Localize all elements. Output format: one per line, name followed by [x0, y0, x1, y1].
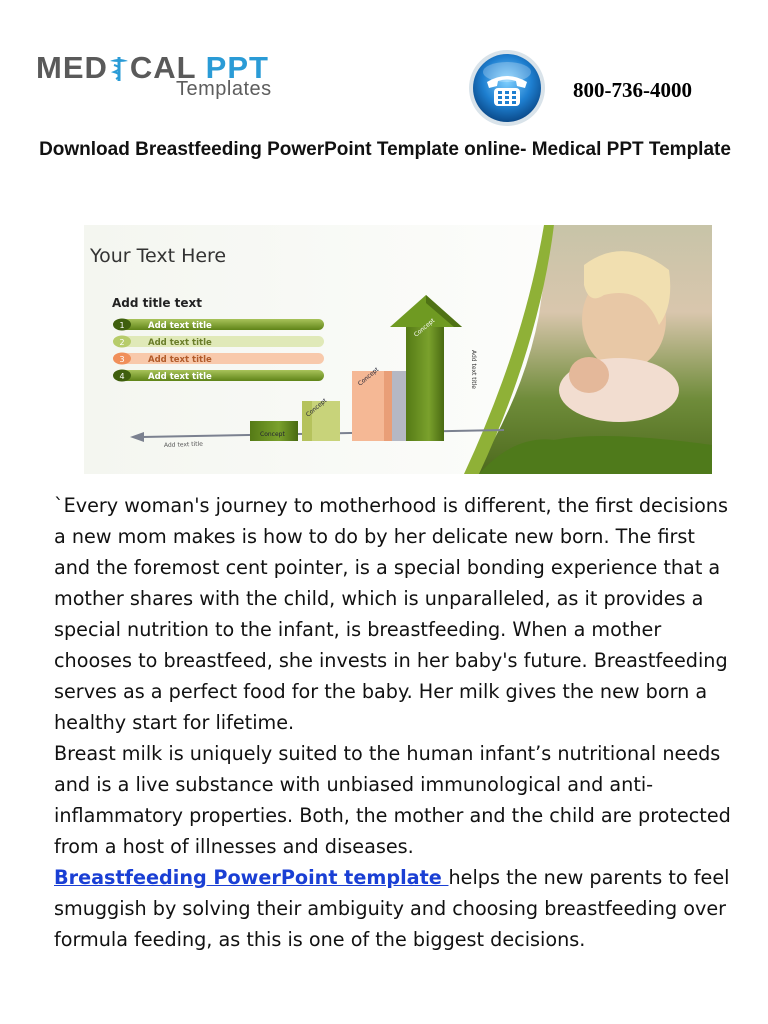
slide-list-number: 1 — [119, 321, 125, 330]
slide-list-number: 2 — [119, 338, 125, 347]
slide-preview-image — [84, 225, 712, 474]
slide-bar-label: Concept — [412, 317, 437, 339]
slide-list-number: 3 — [119, 355, 125, 364]
paragraph-template-text: helps the new parents to feel smuggish by solving their ambiguity and choosing breastfeeding over formula feeding, as this is one of the biggest decisions. — [54, 866, 730, 951]
slide-list-text: Add text title — [148, 321, 212, 331]
slide-list-item — [113, 353, 324, 366]
slide-list-item — [113, 370, 324, 383]
slide-side-label: Add text title — [470, 350, 477, 390]
logo-word-med: MED — [36, 50, 108, 85]
article-body — [54, 490, 734, 955]
slide-list-text: Add text title — [148, 338, 212, 348]
paragraph-template — [54, 862, 734, 955]
caduceus-icon — [108, 55, 130, 81]
slide-bar-label: Concept — [304, 397, 329, 419]
logo-word-cal: CAL — [129, 50, 197, 85]
slide-list-text: Add text title — [148, 355, 212, 365]
template-link[interactable]: Breastfeeding PowerPoint template — [54, 866, 449, 889]
slide-bar-label: Concept — [260, 431, 285, 438]
slide-list-text: Add text title — [148, 372, 212, 382]
slide-subheading: Add title text — [112, 296, 203, 310]
slide-heading: Your Text Here — [90, 245, 227, 267]
slide-arrow-label: Add text title — [163, 440, 204, 449]
phone-number[interactable]: 800-736-4000 — [573, 78, 692, 102]
paragraph-breast-milk: Breast milk is uniquely suited to the human infant’s nutritional needs and is a live substance with unbiased immunological and anti-inflammatory properties. Both, the mother and the child are protected from a host of illnesses and diseases. — [54, 742, 731, 858]
logo[interactable] — [36, 50, 336, 100]
logo-word-ppt: PPT — [205, 50, 269, 85]
phone-icon — [467, 48, 547, 128]
slide-bar — [250, 421, 298, 441]
slide-list-item — [113, 319, 324, 332]
slide-list-number: 4 — [119, 372, 125, 381]
page-title: Download Breastfeeding PowerPoint Template online- Medical PPT Template — [39, 139, 731, 160]
slide-bar — [302, 397, 340, 441]
paragraph-intro: `Every woman's journey to motherhood is different, the first decisions a new mom makes is how to do by her delicate new born. The first and the foremost cent pointer, is a special bonding experience that a mother shares with the child, which is unparalleled, as it provides a special nutrition to the infant, is breastfeeding. When a mother chooses to breastfeed, she invests in her baby's future. Breastfeeding serves as a perfect food for the baby. Her milk gives the new born a healthy start for lifetime. — [54, 494, 728, 734]
slide-list-item — [113, 336, 324, 349]
slide-bar-label: Concept — [356, 366, 381, 388]
logo-subtitle: Templates — [176, 78, 272, 100]
slide-bar — [352, 366, 392, 441]
